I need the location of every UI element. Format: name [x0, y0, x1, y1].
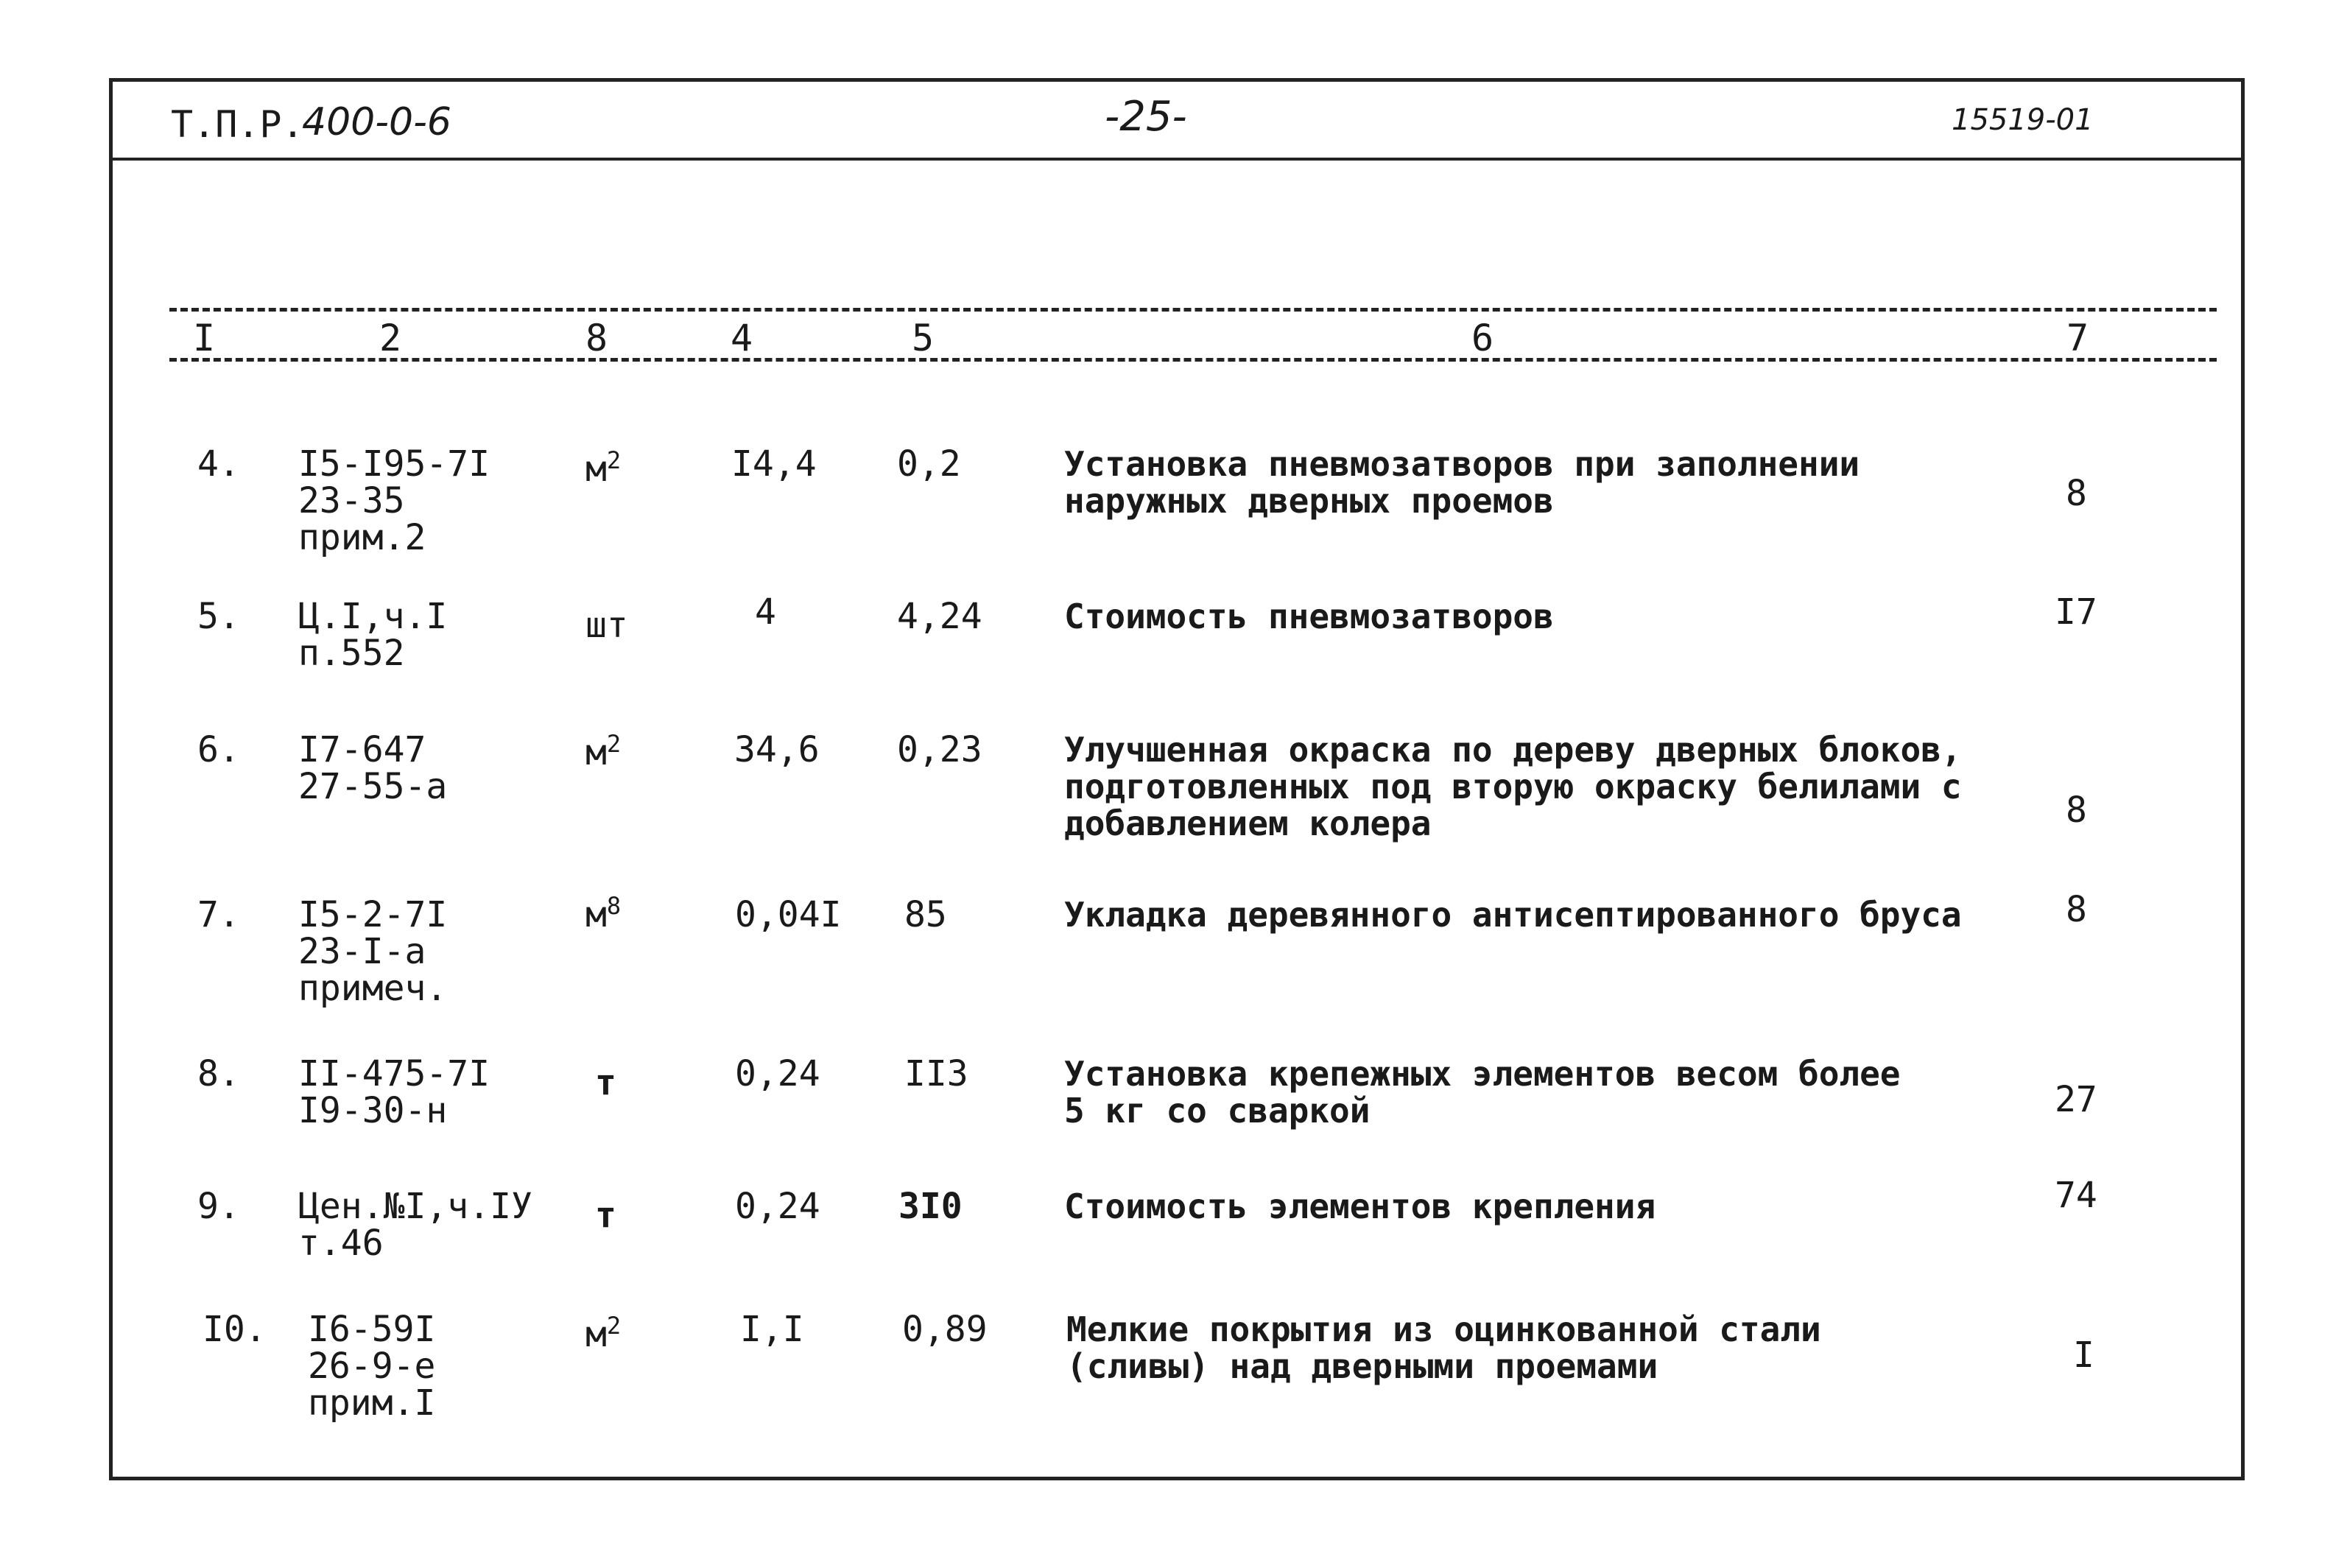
row-total: I7	[2055, 591, 2097, 633]
row-description: Установка крепежных элементов весом более 5 кг со сваркой	[1064, 1054, 1901, 1131]
row-quantity: 34,6	[734, 729, 820, 770]
row-number: 7.	[197, 894, 240, 935]
row-unit: т	[595, 1062, 616, 1103]
row-price: 0,23	[897, 729, 982, 770]
row-description: Стоимость пневмозатворов	[1064, 597, 1554, 636]
column-number: 6	[1471, 317, 1494, 359]
row-reference: Цен.№I,ч.IУ т.46	[298, 1186, 532, 1264]
row-quantity: I,I	[740, 1309, 804, 1350]
row-reference: II-475-7I I9-30-н	[298, 1053, 490, 1131]
row-unit: т	[595, 1195, 616, 1236]
row-quantity: 0,24	[735, 1186, 820, 1227]
row-quantity: 0,24	[735, 1053, 820, 1094]
column-header-bottom-rule	[169, 358, 2217, 362]
row-total: 8	[2066, 473, 2087, 514]
row-reference: I6-59I 26-9-е прим.I	[308, 1309, 436, 1424]
column-number: 5	[912, 317, 935, 359]
row-unit: $м^8$	[585, 892, 622, 935]
row-total: 74	[2055, 1175, 2097, 1216]
row-quantity: 0,04I	[735, 894, 842, 935]
row-number: 9.	[197, 1186, 240, 1227]
row-unit: $м^2$	[585, 446, 622, 490]
row-unit: шт	[585, 605, 628, 646]
column-number: 7	[2066, 317, 2089, 359]
column-header-top-rule	[169, 308, 2217, 312]
row-reference: I7-647 27-55-а	[298, 729, 448, 807]
row-price: 3I0	[898, 1186, 963, 1227]
row-reference: Ц.I,ч.I п.552	[298, 596, 448, 674]
row-total: 27	[2055, 1079, 2097, 1120]
row-unit: $м^2$	[585, 730, 622, 773]
row-price: 0,89	[902, 1309, 988, 1350]
row-price: 0,2	[897, 443, 961, 485]
row-description: Укладка деревянного антисептированного бруса	[1064, 895, 1962, 935]
row-description: Установка пневмозатворов при заполнении наружных дверных проемов	[1064, 444, 1860, 521]
row-number: I0.	[203, 1309, 267, 1350]
row-description: Улучшенная окраска по дереву дверных блоков, подготовленных под вторую окраску белилами с добавлением колера	[1064, 730, 1962, 843]
doc-number: 400-0-6	[302, 100, 451, 144]
row-total: 8	[2066, 889, 2087, 930]
row-number: 6.	[197, 729, 240, 770]
header-divider	[109, 158, 2245, 161]
row-number: 8.	[197, 1053, 240, 1094]
row-price: 85	[904, 894, 947, 935]
row-description: Мелкие покрытия из оцинкованной стали (сливы) над дверными проемами	[1066, 1309, 1821, 1386]
column-number: 2	[379, 317, 402, 359]
column-number: 4	[731, 317, 753, 359]
row-number: 5.	[197, 596, 240, 637]
row-total: I	[2073, 1335, 2094, 1376]
row-quantity: 4	[755, 591, 776, 633]
row-description: Стоимость элементов крепления	[1064, 1186, 1656, 1226]
row-price: 4,24	[897, 596, 982, 637]
doc-prefix: Т.П.Р.	[171, 103, 304, 146]
row-total: 8	[2066, 790, 2087, 831]
column-number: I	[193, 317, 216, 359]
doc-code: 15519-01	[1952, 103, 2094, 137]
row-unit: $м^2$	[585, 1312, 622, 1355]
row-price: II3	[904, 1053, 968, 1094]
row-reference: I5-2-7I 23-I-а примеч.	[298, 894, 448, 1009]
row-number: 4.	[197, 443, 240, 485]
row-reference: I5-I95-7I 23-35 прим.2	[298, 443, 490, 558]
row-quantity: I4,4	[731, 443, 817, 485]
page-number: -25-	[1105, 93, 1187, 141]
column-number: 8	[585, 317, 608, 359]
